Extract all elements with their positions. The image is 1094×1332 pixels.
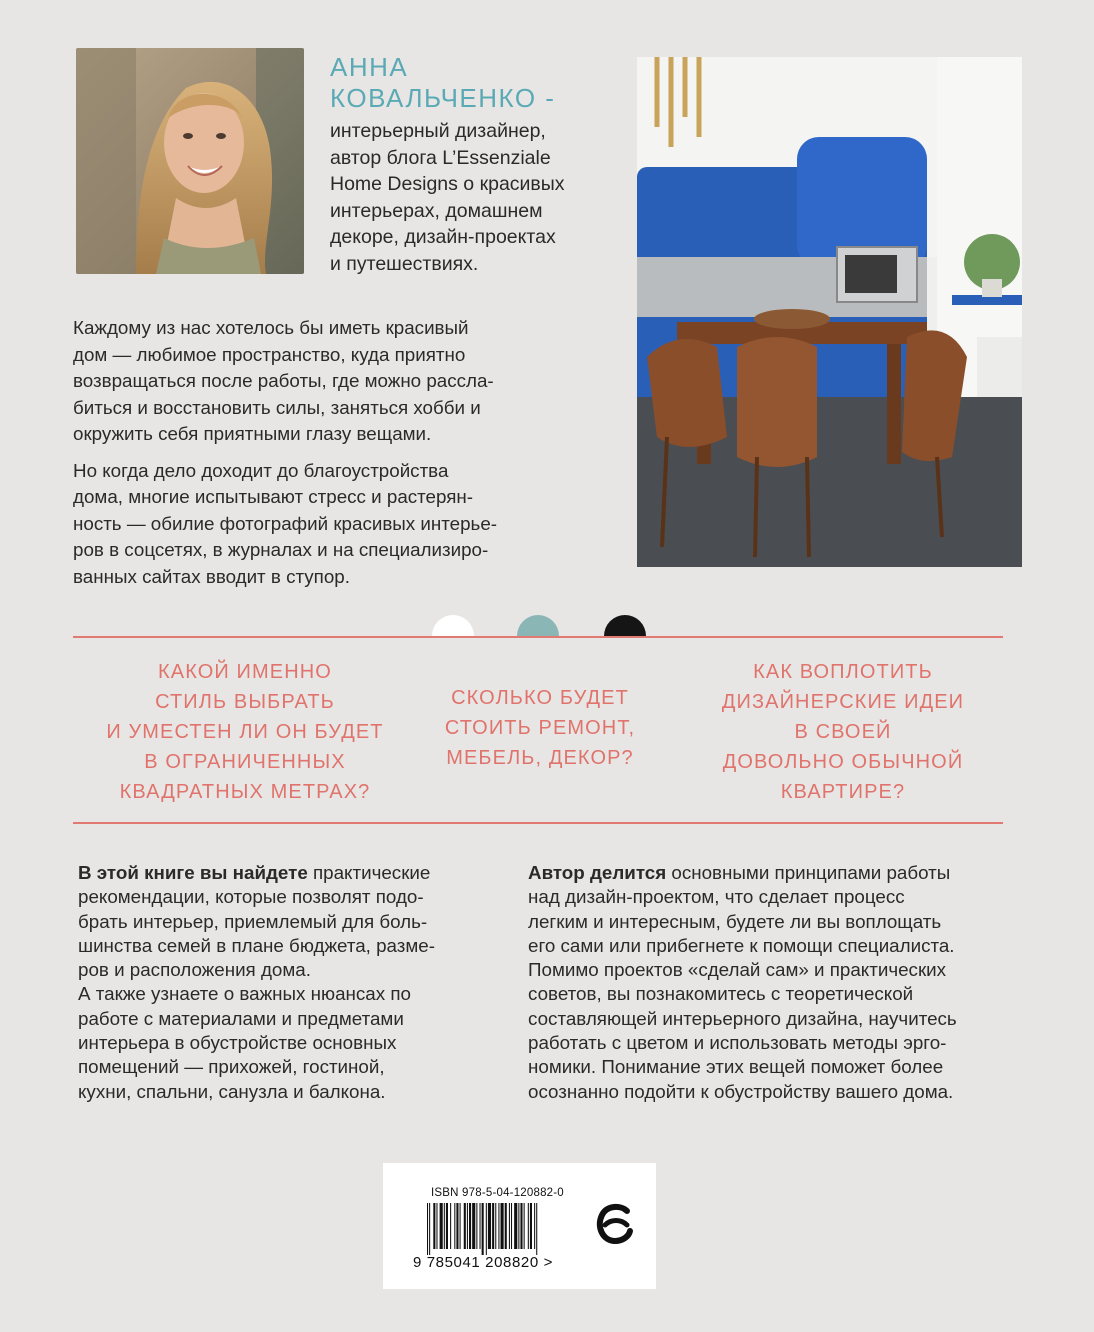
decorative-dot-white <box>432 615 474 636</box>
barcode-bar <box>433 1203 435 1249</box>
column-line: работать с цветом и использовать методы эрго- <box>528 1032 947 1054</box>
barcode-bar <box>534 1203 535 1249</box>
column-line: номики. Понимание этих вещей поможет более <box>528 1056 944 1078</box>
question-line: В СВОЕЙ <box>794 721 892 743</box>
left-column-bold-lead: В этой книге вы найдете <box>78 862 308 883</box>
publisher-logo-icon <box>593 1199 637 1249</box>
question-line: КВАРТИРЕ? <box>780 781 906 803</box>
column-line: составляющей интерьерного дизайна, научитесь <box>528 1007 957 1029</box>
intro-line: дома, многие испытывают стресс и растерян- <box>73 486 474 507</box>
question-line: СТОИТЬ РЕМОНТ, <box>444 717 636 739</box>
barcode-bar <box>482 1203 484 1255</box>
kitchen-photo <box>637 57 1022 567</box>
intro-line: Но когда дело доходит до благоустройства <box>73 459 449 481</box>
question-line: СКОЛЬКО БУДЕТ <box>451 687 629 709</box>
barcode-bar <box>436 1203 437 1249</box>
column-line: Помимо проектов «сделай сам» и практических <box>528 959 947 981</box>
question-line: КАКОЙ ИМЕННО <box>158 661 332 683</box>
column-line: брать интерьер, приемлемый для боль- <box>78 910 428 932</box>
intro-paragraph-2 <box>73 458 553 591</box>
author-bio <box>330 118 600 277</box>
column-line: помещений — прихожей, гостиной, <box>78 1056 385 1078</box>
barcode-bar <box>520 1203 522 1249</box>
divider-top <box>73 636 1003 638</box>
question-style <box>90 657 400 807</box>
column-line: советов, вы познакомитесь с теоретической <box>528 983 914 1005</box>
question-line: МЕБЕЛЬ, ДЕКОР? <box>446 747 634 769</box>
barcode-bar <box>444 1203 445 1249</box>
author-bio-line: автор блога L’Essenziale <box>330 146 551 169</box>
barcode-bar <box>429 1203 430 1255</box>
barcode-bar <box>440 1203 443 1249</box>
question-line: СТИЛЬ ВЫБРАТЬ <box>155 691 335 713</box>
barcode-digits <box>413 1254 553 1271</box>
intro-line: ность — обилие фотографий красивых интерье- <box>73 512 498 534</box>
column-line: ров и расположения дома. <box>78 959 311 981</box>
author-photo <box>76 48 304 274</box>
question-line: ДОВОЛЬНО ОБЫЧНОЙ <box>722 751 964 773</box>
right-column-bold-lead: Автор делится <box>528 862 667 883</box>
intro-line: биться и восстановить силы, заняться хобби и <box>73 396 481 418</box>
barcode-bar <box>509 1203 510 1249</box>
intro-paragraph-1 <box>73 315 553 448</box>
right-column-text <box>528 861 1028 1104</box>
column-line: легким и интересным, будете ли вы воплощать <box>528 910 942 932</box>
barcode-bar <box>480 1203 481 1249</box>
question-line: ДИЗАЙНЕРСКИЕ ИДЕИ <box>721 691 965 713</box>
question-line: В ОГРАНИЧЕННЫХ <box>144 751 346 773</box>
barcode-bar <box>501 1203 504 1249</box>
barcode-bar <box>514 1203 517 1249</box>
barcode-bar <box>460 1203 461 1249</box>
author-name-line1: АННА <box>330 52 409 82</box>
barcode-bar <box>492 1203 494 1249</box>
question-cost <box>412 683 668 773</box>
barcode-bar <box>486 1203 487 1255</box>
barcode-bars <box>427 1203 575 1255</box>
barcode-bar <box>464 1203 466 1249</box>
question-line: И УМЕСТЕН ЛИ ОН БУДЕТ <box>106 721 384 743</box>
author-bio-line: Home Designs о красивых <box>330 173 565 195</box>
author-bio-line: интерьерный дизайнер, <box>330 120 546 142</box>
barcode-bar <box>476 1203 477 1249</box>
barcode-bar <box>446 1203 448 1249</box>
barcode-bar <box>530 1203 532 1249</box>
intro-line: ванных сайтах вводит в ступор. <box>73 565 350 587</box>
barcode-bar <box>454 1203 455 1249</box>
left-column-text <box>78 861 498 1104</box>
barcode-bar <box>498 1203 499 1249</box>
column-line <box>78 861 498 885</box>
column-line: осознанно подойти к обустройству вашего дома. <box>528 1080 954 1102</box>
barcode-bar <box>528 1203 529 1249</box>
column-line: работе с материалами и предметами <box>78 1007 404 1029</box>
barcode-bar <box>427 1203 428 1255</box>
barcode-bar <box>536 1203 537 1255</box>
question-line: КВАДРАТНЫХ МЕТРАХ? <box>119 781 371 803</box>
intro-line: окружить себя приятными глазу вещами. <box>73 423 432 444</box>
column-line: над дизайн-проектом, что сделает процесс <box>528 886 905 908</box>
barcode-bar <box>488 1203 491 1249</box>
barcode-bar <box>472 1203 475 1249</box>
column-line: рекомендации, которые позволят подо- <box>78 886 424 908</box>
barcode-bar <box>450 1203 451 1249</box>
intro-line: ров в соцсетях, в журналах и на специализиро- <box>73 539 489 560</box>
barcode-box <box>383 1163 656 1289</box>
barcode-number: 9 785041 208820 <box>413 1254 539 1271</box>
isbn-text: ISBN 978-5-04-120882-0 <box>431 1187 564 1199</box>
question-line: КАК ВОПЛОТИТЬ <box>753 661 933 683</box>
intro-text <box>73 315 553 600</box>
author-bio-line: декоре, дизайн-проектах <box>330 226 556 248</box>
column-line: А также узнаете о важных нюансах по <box>78 983 411 1005</box>
intro-line: дом — любимое пространство, куда приятно <box>73 343 466 365</box>
barcode-bar <box>469 1203 471 1249</box>
divider-bottom <box>73 822 1003 824</box>
question-ideas <box>688 657 998 807</box>
barcode-bar <box>467 1203 468 1249</box>
decorative-dot-teal <box>517 615 559 636</box>
column-line: интерьера в обустройстве основных <box>78 1032 397 1054</box>
barcode-bar <box>495 1203 496 1249</box>
intro-line: Каждому из нас хотелось бы иметь красивый <box>73 317 469 338</box>
barcode-bar <box>524 1203 525 1249</box>
barcode-bar <box>511 1203 512 1249</box>
intro-line: возвращаться после работы, где можно рассла- <box>73 370 494 391</box>
column-line: кухни, спальни, санузла и балкона. <box>78 1080 386 1102</box>
barcode-arrow: > <box>543 1254 553 1271</box>
author-name-line2: КОВАЛЬЧЕНКО - <box>330 83 556 113</box>
barcode-bar <box>505 1203 507 1249</box>
author-bio-line: интерьерах, домашнем <box>330 199 543 222</box>
decorative-dot-black <box>604 615 646 636</box>
column-line: его сами или прибегнете к помощи специалиста. <box>528 934 955 956</box>
right-column-first-rest: основными принципами работы <box>666 862 951 883</box>
author-name <box>330 52 555 114</box>
barcode-bar <box>518 1203 519 1249</box>
barcode-bar <box>456 1203 458 1249</box>
author-bio-line: и путешествиях. <box>330 252 479 275</box>
column-line: шинства семей в плане бюджета, разме- <box>78 934 436 956</box>
left-column-first-rest: практические <box>307 862 431 883</box>
column-line <box>528 861 1028 885</box>
